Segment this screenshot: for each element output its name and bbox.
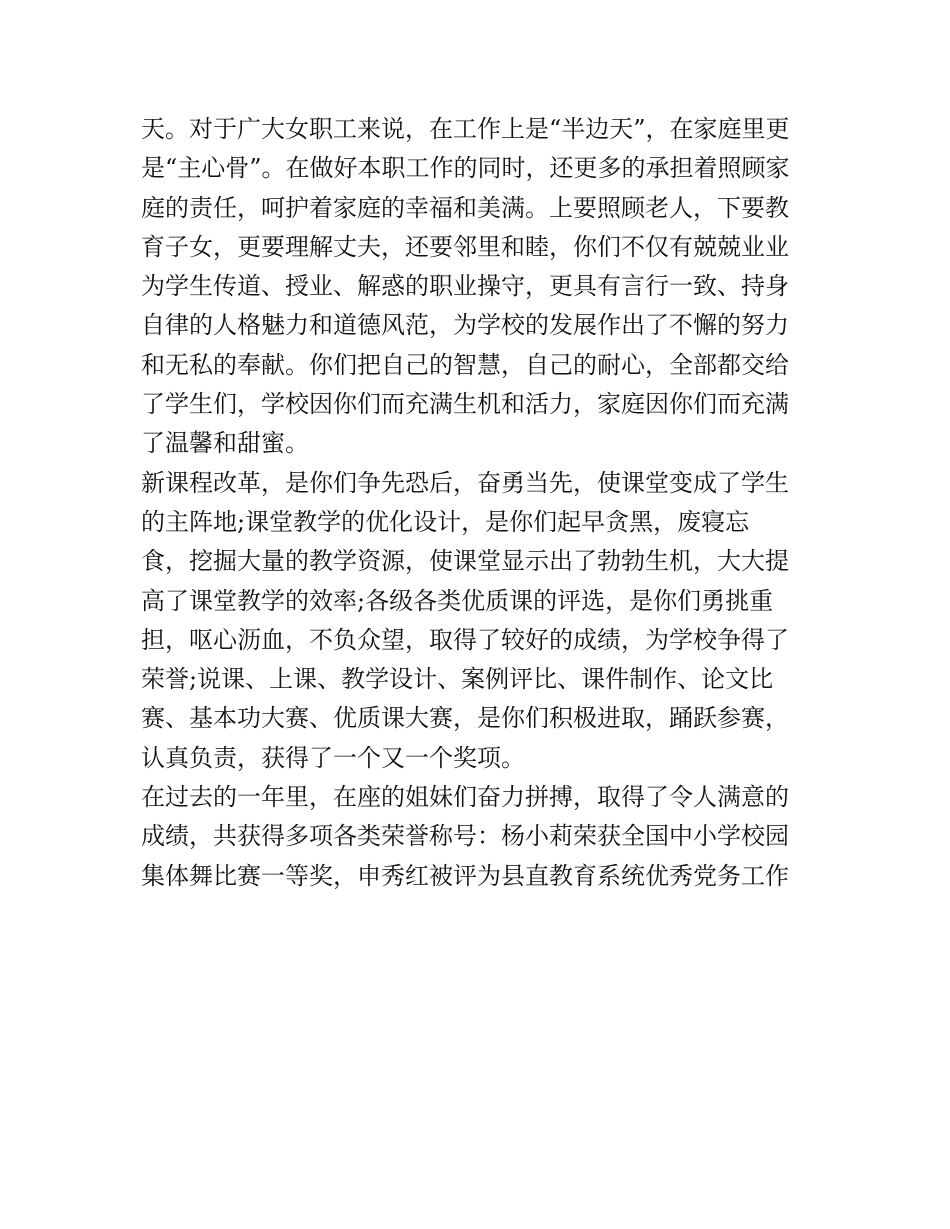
text-line: 庭的责任，呵护着家庭的幸福和美满。上要照顾老人，下要教 <box>141 193 789 222</box>
text-line: 高了课堂教学的效率;各级各类优质课的评选，是你们勇挑重 <box>141 586 774 615</box>
text-line: 在过去的一年里，在座的姐妹们奋力拼搏，取得了令人满意的 <box>141 783 789 812</box>
text-line: 食，挖掘大量的教学资源，使课堂显示出了勃勃生机，大大提 <box>141 547 789 576</box>
text-line: 担，呕心沥血，不负众望，取得了较好的成绩，为学校争得了 <box>141 625 789 654</box>
text-line: 和无私的奉献。你们把自己的智慧，自己的耐心，全部都交给 <box>141 350 789 379</box>
text-line: 为学生传道、授业、解惑的职业操守，更具有言行一致、持身 <box>141 272 789 301</box>
body-text <box>141 110 821 896</box>
text-line: 自律的人格魅力和道德风范，为学校的发展作出了不懈的努力 <box>141 311 789 340</box>
text-line: 了温馨和甜蜜。 <box>141 429 309 458</box>
text-line: 赛、基本功大赛、优质课大赛，是你们积极进取，踊跃参赛， <box>141 704 789 733</box>
text-line: 集体舞比赛一等奖，申秀红被评为县直教育系统优秀党务工作 <box>141 861 789 890</box>
text-line: 新课程改革，是你们争先恐后，奋勇当先，使课堂变成了学生 <box>141 468 789 497</box>
text-line: 天。对于广大女职工来说，在工作上是“半边天”，在家庭里更 <box>141 115 790 143</box>
text-line: 是“主心骨”。在做好本职工作的同时，还更多的承担着照顾家 <box>141 154 790 183</box>
text-line: 的主阵地;课堂教学的优化设计，是你们起早贪黑，废寝忘 <box>141 507 750 536</box>
text-line: 成绩，共获得多项各类荣誉称号：杨小莉荣获全国中小学校园 <box>141 822 789 851</box>
text-line: 了学生们，学校因你们而充满生机和活力，家庭因你们而充满 <box>141 390 789 419</box>
text-line: 认真负责，获得了一个又一个奖项。 <box>141 743 525 772</box>
text-line: 育子女，更要理解丈夫，还要邻里和睦，你们不仅有兢兢业业 <box>141 232 789 261</box>
text-line: 荣誉;说课、上课、教学设计、案例评比、课件制作、论文比 <box>141 665 774 694</box>
